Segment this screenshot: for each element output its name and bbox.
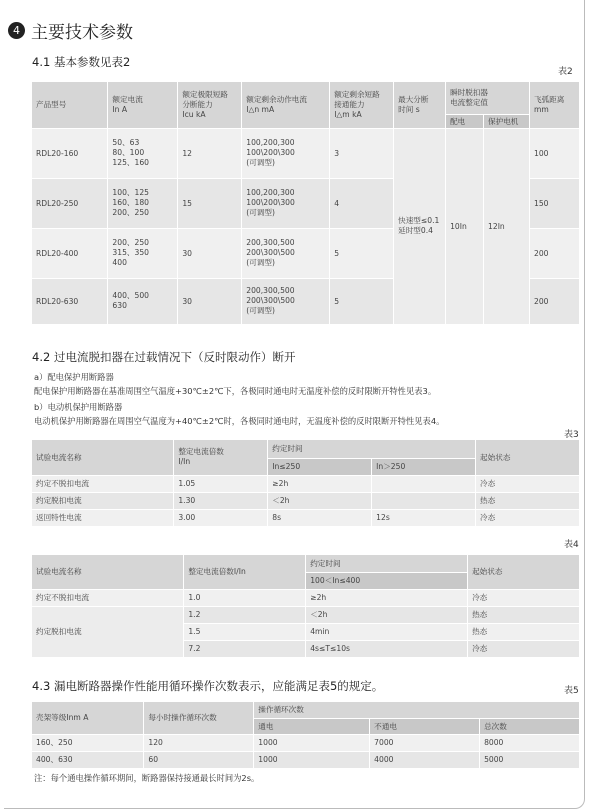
- cell-time1: 8s: [268, 509, 372, 526]
- cell-time: ≥2h: [306, 589, 468, 606]
- cell-icu: 30: [178, 278, 242, 324]
- th-cycles-per-hour: 每小时操作循环次数: [144, 702, 254, 734]
- th-rated-current: 额定电流 In A: [108, 82, 178, 128]
- th-frame-rating: 壳架等级Inm A: [32, 702, 144, 734]
- table-row: [32, 492, 580, 509]
- cell-total: 5000: [480, 751, 580, 768]
- cell-state: 热态: [468, 623, 580, 640]
- cell-frame: 400、630: [32, 751, 144, 768]
- table-3: [32, 440, 580, 527]
- cell-energized: 1000: [254, 734, 370, 751]
- th-max-break-time: 最大分断 时间 s: [394, 82, 446, 128]
- table3-label: 表3: [564, 430, 579, 440]
- cell-motor: 12In: [484, 128, 530, 324]
- cell-name: 返回特性电流: [32, 509, 174, 526]
- cell-time1: ≥2h: [268, 475, 372, 492]
- th-arc-distance: 飞弧距离 mm: [529, 82, 579, 128]
- footnote: 注：每个通电操作循环期间，断路器保持接通最长时间为2s。: [34, 773, 260, 783]
- cell-time2: [372, 492, 476, 509]
- cell-multiple: 1.0: [184, 589, 306, 606]
- heading-4-2: 4.2 过电流脱扣器在过载情况下（反时限动作）断开: [32, 350, 296, 364]
- cell-icu: 30: [178, 228, 242, 278]
- cell-max-break-time: 快速型≤0.1 延时型0.4: [394, 128, 446, 324]
- cell-multiple: 1.2: [184, 606, 306, 623]
- cell-multiple: 1.30: [174, 492, 268, 509]
- th-in-le-250: In≤250: [268, 458, 372, 475]
- th-test-current-name: 试验电流名称: [32, 555, 184, 589]
- th-multiple: 整定电流倍数I/In: [184, 555, 306, 589]
- table-row: [32, 509, 580, 526]
- cell-icu: 15: [178, 178, 242, 228]
- th-current-range: 100＜In≤400: [306, 572, 468, 589]
- cell-model: RDL20-160: [32, 128, 108, 178]
- cell-energized: 1000: [254, 751, 370, 768]
- cell-arc: 100: [529, 128, 579, 178]
- para-a-text: 配电保护用断路器在基准周围空气温度+30℃±2℃下，各极同时通电时无温度补偿的反时限断开特性见表3。: [34, 386, 437, 396]
- cell-name: 约定脱扣电流: [32, 606, 184, 657]
- cell-state: 冷态: [476, 475, 580, 492]
- cell-frame: 160、250: [32, 734, 144, 751]
- th-in-gt-250: In＞250: [372, 458, 476, 475]
- table-4: [32, 555, 580, 658]
- heading-4-1: 4.1 基本参数见表2: [32, 55, 131, 69]
- th-multiple: 整定电流倍数 I/In: [174, 440, 268, 475]
- th-model: 产品型号: [32, 82, 108, 128]
- cell-name: 约定不脱扣电流: [32, 475, 174, 492]
- cell-making: 5: [330, 278, 394, 324]
- cell-distribution: 10In: [446, 128, 484, 324]
- cell-making: 3: [330, 128, 394, 178]
- cell-model: RDL20-250: [32, 178, 108, 228]
- cell-total: 8000: [480, 734, 580, 751]
- table2-label: 表2: [558, 67, 573, 77]
- cell-non-energized: 7000: [370, 734, 480, 751]
- cell-multiple: 3.00: [174, 509, 268, 526]
- table5-label: 表5: [564, 686, 579, 696]
- table-row: [32, 128, 580, 178]
- cell-time2: 12s: [372, 509, 476, 526]
- cell-residual: 200,300,500 200\300\500 (可调型): [242, 228, 330, 278]
- cell-model: RDL20-630: [32, 278, 108, 324]
- cell-time: ＜2h: [306, 606, 468, 623]
- cell-multiple: 1.5: [184, 623, 306, 640]
- th-residual-current: 额定剩余动作电流 I△n mA: [242, 82, 330, 128]
- cell-time2: [372, 475, 476, 492]
- th-energized: 通电: [254, 718, 370, 734]
- cell-making: 4: [330, 178, 394, 228]
- cell-residual: 100,200,300 100\200\300 (可调型): [242, 178, 330, 228]
- cell-current: 200、250 315、350 400: [108, 228, 178, 278]
- cell-state: 热态: [476, 492, 580, 509]
- cell-state: 冷态: [476, 509, 580, 526]
- th-non-energized: 不通电: [370, 718, 480, 734]
- cell-per-hour: 120: [144, 734, 254, 751]
- cell-model: RDL20-400: [32, 228, 108, 278]
- table-row: [32, 475, 580, 492]
- th-operation-cycles: 操作循环次数: [254, 702, 580, 718]
- th-distribution: 配电: [446, 114, 484, 128]
- cell-icu: 12: [178, 128, 242, 178]
- th-making-capacity: 额定剩余短路 接通能力 I△m kA: [330, 82, 394, 128]
- cell-state: 冷态: [468, 589, 580, 606]
- cell-time: 4min: [306, 623, 468, 640]
- para-a-title: a）配电保护用断路器: [34, 372, 114, 382]
- th-total: 总次数: [480, 718, 580, 734]
- cell-arc: 200: [529, 228, 579, 278]
- para-b-title: b）电动机保护用断路器: [34, 402, 123, 412]
- cell-arc: 150: [529, 178, 579, 228]
- cell-multiple: 7.2: [184, 640, 306, 657]
- cell-residual: 200,300,500 200\300\500 (可调型): [242, 278, 330, 324]
- cell-current: 400、500 630: [108, 278, 178, 324]
- th-instantaneous-trip: 瞬时脱扣器 电流整定值: [446, 82, 530, 114]
- cell-time1: ＜2h: [268, 492, 372, 509]
- cell-residual: 100,200,300 100\200\300 (可调型): [242, 128, 330, 178]
- table-2: [32, 82, 580, 325]
- cell-multiple: 1.05: [174, 475, 268, 492]
- table-row: [32, 606, 580, 623]
- cell-state: 冷态: [468, 640, 580, 657]
- th-motor-protection: 保护电机: [484, 114, 530, 128]
- th-initial-state: 起始状态: [476, 440, 580, 475]
- table-row: [32, 734, 580, 751]
- th-initial-state: 起始状态: [468, 555, 580, 589]
- para-b-text: 电动机保护用断路器在周围空气温度为+40℃±2℃时，各极同时通电时，无温度补偿的反时限断开特性见表4。: [34, 416, 445, 426]
- cell-name: 约定不脱扣电流: [32, 589, 184, 606]
- cell-non-energized: 4000: [370, 751, 480, 768]
- section-title-text: 主要技术参数: [31, 23, 133, 43]
- section-number-badge: 4: [8, 22, 25, 39]
- table4-label: 表4: [564, 540, 579, 550]
- th-breaking-capacity: 额定极限短路 分断能力 Icu kA: [178, 82, 242, 128]
- cell-per-hour: 60: [144, 751, 254, 768]
- table-5: [32, 702, 580, 769]
- th-conventional-time: 约定时间: [306, 555, 468, 572]
- table-row: [32, 751, 580, 768]
- cell-current: 100、125 160、180 200、250: [108, 178, 178, 228]
- th-test-current-name: 试验电流名称: [32, 440, 174, 475]
- heading-4-3: 4.3 漏电断路器操作性能用循环操作次数表示，应能满足表5的规定。: [32, 679, 384, 693]
- th-conventional-time: 约定时间: [268, 440, 476, 458]
- cell-time: 4s≤T≤10s: [306, 640, 468, 657]
- cell-state: 热态: [468, 606, 580, 623]
- table-row: [32, 589, 580, 606]
- cell-arc: 200: [529, 278, 579, 324]
- cell-current: 50、63 80、100 125、160: [108, 128, 178, 178]
- section-title: [8, 18, 133, 43]
- cell-making: 5: [330, 228, 394, 278]
- cell-name: 约定脱扣电流: [32, 492, 174, 509]
